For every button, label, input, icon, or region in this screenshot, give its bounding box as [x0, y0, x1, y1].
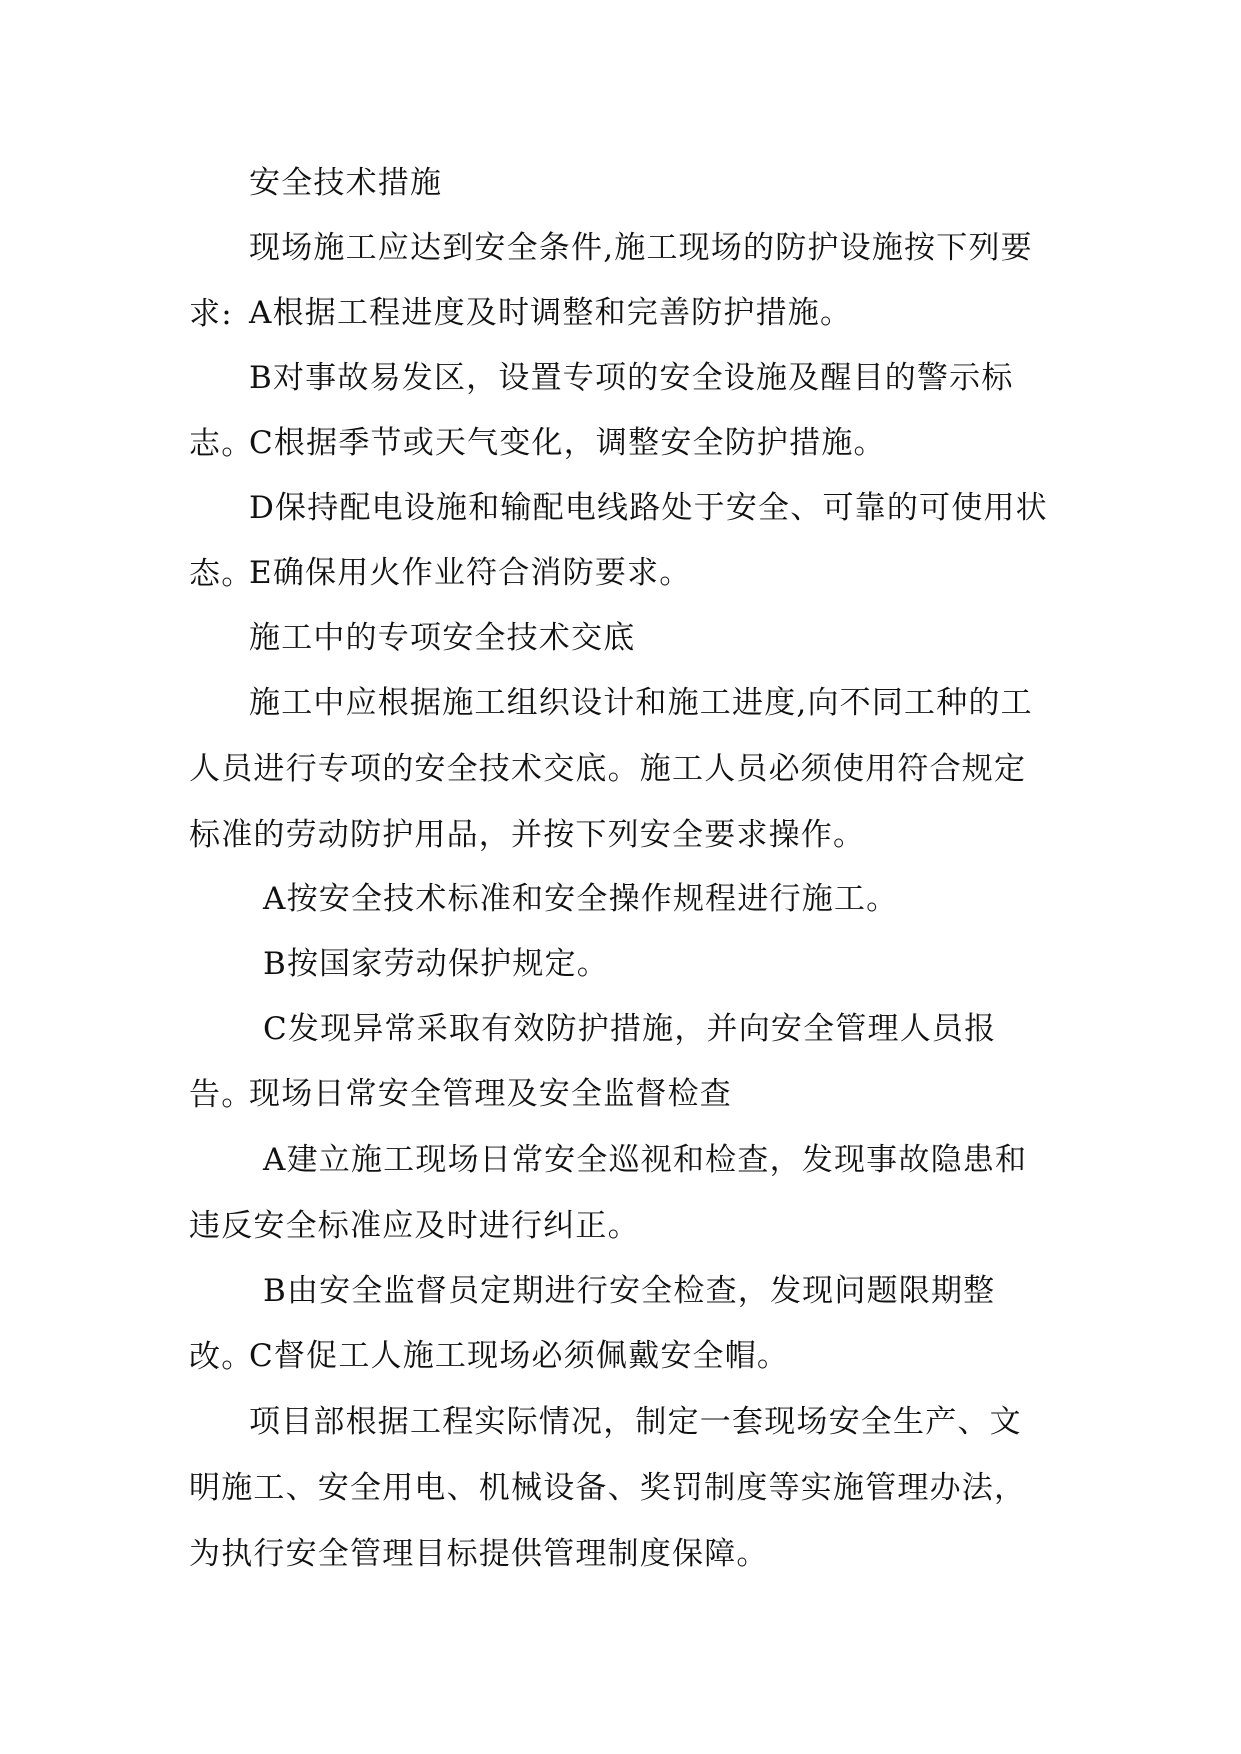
list-item-d: D保持配电设施和输配电线路处于安全、可靠的可使用状态。: [189, 490, 1048, 592]
paragraph-site-conditions: 现场施工应达到安全条件,施工现场的防护设施按下列要求:: [189, 230, 1033, 332]
list-item-b: B对事故易发区，设置专项的安全设施及醒目的警示标志。: [189, 360, 1014, 462]
list-item-a-inspection: A建立施工现场日常安全巡视和检查，发现事故隐患和违反安全标准应及时进行纠正。: [189, 1142, 1028, 1244]
list-item-b-supervisor: B由安全监督员定期进行安全检查，发现问题限期整改。: [189, 1273, 996, 1375]
heading-daily-management: 现场日常安全管理及安全监督检查: [249, 1076, 732, 1112]
paragraph-briefing-body: 施工中应根据施工组织设计和施工进度,向不同工种的工人员进行专项的安全技术交底。施工人员必须使用符合规定标准的劳动防护用品，并按下列安全要求操作。: [189, 685, 1033, 853]
list-item-e: E确保用火作业符合消防要求。: [249, 555, 692, 591]
list-item-c-helmet: C督促工人施工现场必须佩戴安全帽。: [249, 1338, 790, 1374]
paragraph-management-rules: 项目部根据工程实际情况，制定一套现场安全生产、文明施工、安全用电、机械设备、奖罚制度等实施管理办法，为执行安全管理目标提供管理制度保障。: [189, 1404, 1027, 1572]
list-item-a: A根据工程进度及时调整和完善防护措施。: [249, 295, 853, 331]
heading-safety-measures: 安全技术措施: [249, 165, 443, 201]
list-item-c: C根据季节或天气变化，调整安全防护措施。: [249, 425, 886, 461]
heading-special-briefing: 施工中的专项安全技术交底: [249, 620, 636, 656]
list-item-b-labor-protection: B按国家劳动保护规定。: [263, 946, 609, 982]
list-item-c-report: C发现异常采取有效防护措施，并向安全管理人员报告。: [189, 1011, 997, 1113]
list-item-a-standards: A按安全技术标准和安全操作规程进行施工。: [263, 881, 899, 917]
